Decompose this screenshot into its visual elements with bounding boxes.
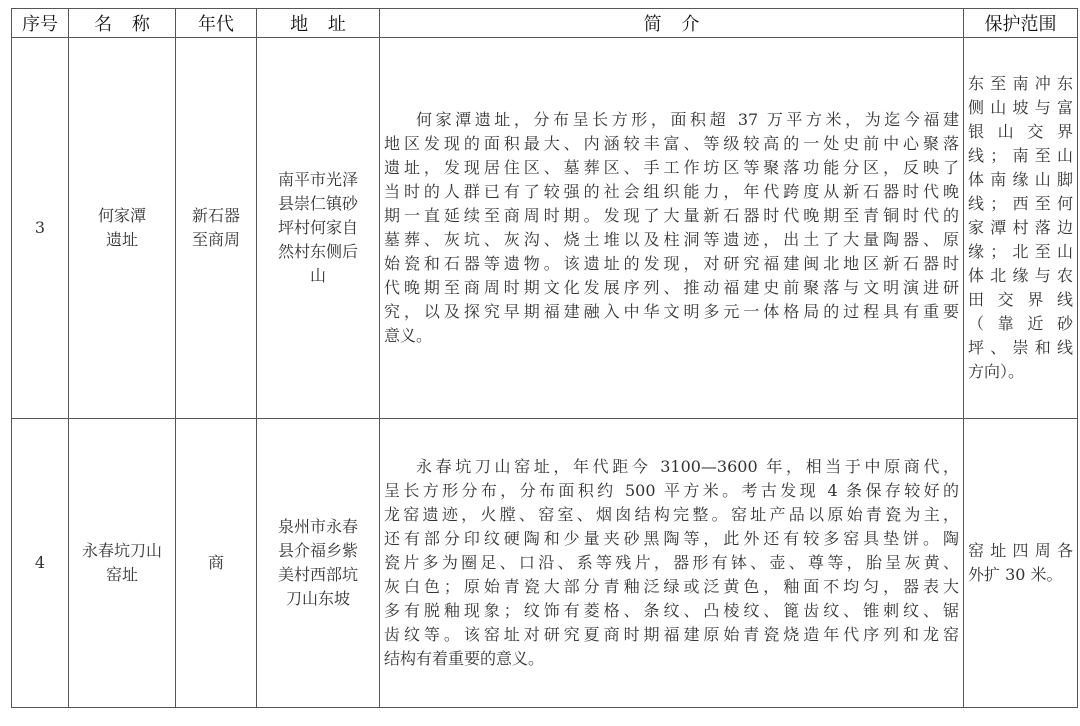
text-line: 遗址，发现居住区、墓葬区、手工作坊区等聚落功能分区，反映了 [384, 158, 959, 177]
cell-scope [964, 419, 1078, 708]
cell-era [176, 38, 257, 419]
text-line: 东至南冲东 [968, 74, 1073, 93]
text-line: 方向）。 [968, 362, 1025, 381]
text-line: 县崇仁镇砂 [277, 194, 358, 213]
text-line: 美村西部坑 [277, 565, 358, 584]
text-line: 体南缘山脚 [968, 170, 1073, 189]
table-row [12, 419, 1078, 708]
text-line: 齿纹等。该窑址对研究夏商时期福建原始青瓷烧造年代序列和龙窑 [384, 625, 959, 644]
text-line: 坪村何家自 [277, 218, 358, 237]
cell-address [257, 419, 380, 708]
text-line: 田 交 界 线 [968, 290, 1073, 309]
text-line: 龙窑遗迹，火膛、窑室、烟囱结构完整。窑址产品以原始青瓷为主， [384, 505, 959, 524]
text-line: 然村东侧后 [277, 242, 358, 261]
text-line: 银 山 交 界 [968, 122, 1073, 141]
text-line: 代晚期至商周时期文化发展序列、推动福建史前聚落与文明演进研 [384, 278, 959, 297]
text-line: 瓷片多为圈足、口沿、系等残片，器形有钵、壶、尊等，胎呈灰黄、 [384, 553, 959, 572]
text-line: 外扩 30 米。 [968, 565, 1063, 584]
cell-name [69, 38, 176, 419]
text-line: 墓葬、灰坑、灰沟、烧土堆以及柱洞等遗迹，出土了大量陶器、原 [384, 230, 959, 249]
text-line: 何家潭 [97, 206, 146, 225]
header-era: 年代 [176, 9, 257, 38]
text-line: 家潭村落边 [968, 218, 1073, 237]
header-name: 名 称 [69, 9, 176, 38]
text-line: 县介福乡紫 [277, 541, 358, 560]
table-header-row [12, 9, 1078, 38]
text-line: 线；南至山 [968, 146, 1073, 165]
header-number: 序号 [12, 9, 69, 38]
text-line: 新石器 [191, 206, 240, 225]
text-line: 当时的人群已有了较强的社会组织能力，年代跨度从新石器时代晚 [384, 182, 959, 201]
text-line: 期一直延续至商周时期。发现了大量新石器时代晚期至青铜时代的 [384, 206, 959, 225]
text-line: 南平市光泽 [277, 170, 358, 189]
text-line: 刀山东坡 [285, 589, 350, 608]
text-line: 至商周 [191, 230, 240, 249]
text-line: 何家潭遗址，分布呈长方形，面积超 37 万平方米，为迄今福建 [416, 110, 959, 129]
cell-intro [380, 38, 964, 419]
text-line: 究，以及探究早期福建融入中华文明多元一体格局的过程具有重要 [384, 302, 959, 321]
text-line: 缘；北至山 [968, 242, 1073, 261]
text-line: 遗址 [105, 230, 138, 249]
text-line: 坪、崇和线 [968, 338, 1073, 357]
text-line: 灰白色；原始青瓷大部分青釉泛绿或泛黄色，釉面不均匀，器表大 [384, 577, 959, 596]
cell-era [176, 419, 257, 708]
text-line: 地区发现的面积最大、内涵较丰富、等级较高的一处史前中心聚落 [384, 134, 959, 153]
text-line: 呈长方形分布，分布面积约 500 平方米。考古发现 4 条保存较好的 [384, 481, 959, 500]
text-line: 还有部分印纹硬陶和少量夹砂黑陶等，此外还有较多窑具垫饼。陶 [384, 529, 959, 548]
text-line: 窑址 [105, 565, 138, 584]
cell-name [69, 419, 176, 708]
heritage-sites-table [11, 8, 1078, 708]
text-line: （ 靠 近 砂 [968, 314, 1073, 333]
text-line: 泉州市永春 [277, 517, 358, 536]
text-line: 永春坑刀山 [81, 541, 162, 560]
table-row [12, 38, 1078, 419]
text-line: 体北缘与农 [968, 266, 1073, 285]
cell-scope [964, 38, 1078, 419]
header-address: 地 址 [257, 9, 380, 38]
text-line: 永春坑刀山窑址，年代距今 3100—3600 年，相当于中原商代， [416, 457, 959, 476]
text-line: 山 [309, 266, 326, 285]
cell-address [257, 38, 380, 419]
text-line: 始瓷和石器等遗物。该遗址的发现，对研究福建闽北地区新石器时 [384, 254, 959, 273]
cell-intro [380, 419, 964, 708]
text-line: 窑址四周各 [968, 541, 1073, 560]
header-intro: 简 介 [380, 9, 964, 38]
text-line: 侧山坡与富 [968, 98, 1073, 117]
cell-number: 3 [12, 38, 69, 419]
header-scope: 保护范围 [964, 9, 1078, 38]
text-line: 结构有着重要的意义。 [384, 649, 545, 668]
text-line: 多有脱釉现象；纹饰有菱格、条纹、凸棱纹、篦齿纹、锥刺纹、锯 [384, 601, 959, 620]
text-line: 意义。 [384, 326, 433, 345]
text-line: 线；西至何 [968, 194, 1073, 213]
cell-number: 4 [12, 419, 69, 708]
text-line: 商 [207, 553, 224, 572]
